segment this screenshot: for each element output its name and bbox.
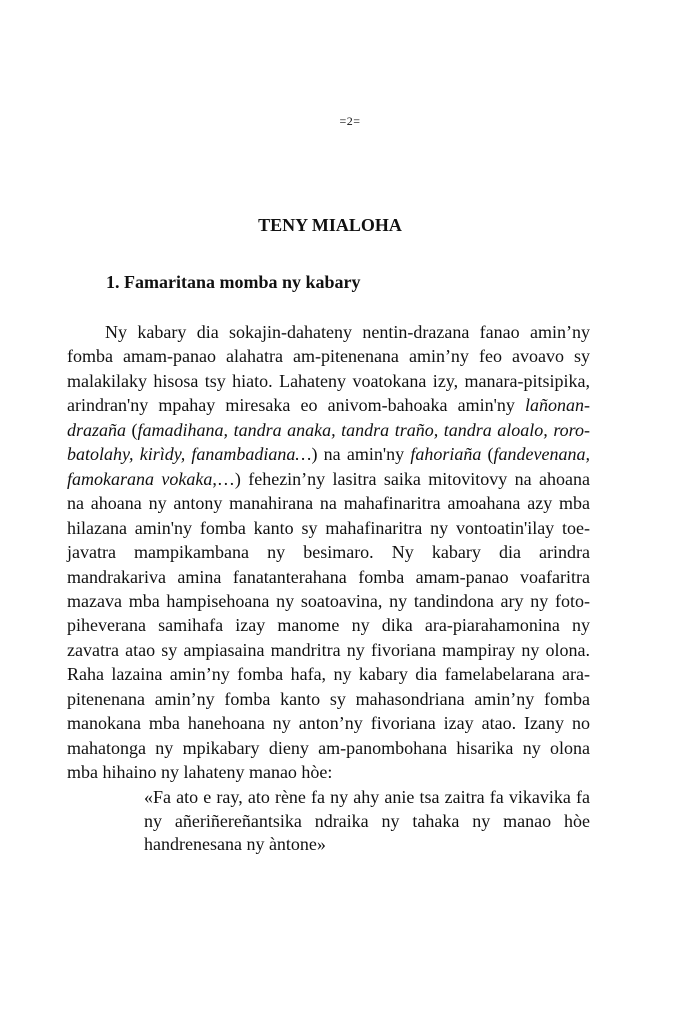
paragraph-text: ,…) fehezin’ny lasitra saika mitovitovy na ahoana na ahoana ny antony manahirana na mahafinaritra amoahana azy mba hilazana amin'ny fomba kanto sy mahafinaritra ny vontoatin'ilay toe-javatra mampikambana ny besimaro. Ny kabary dia arindra mandrakariva amina fanatanterahana fomba amam-panao voafaritra mazava mba hampisehoana ny soatoavina, ny tandindona ary ny foto-piheverana samihafa izay manome ny dika ara-piarahamonina ny zavatra atao sy ampiasaina mandritra ny fivoriana mampiray ny olona. Raha lazaina amin’ny fomba hafa, ny kabary dia famelabelarana ara-pitenenana amin’ny fomba kanto sy mahasondriana amin’ny fomba manokana mba hanehoana ny anton’ny fivoriana izay atao. Izany no mahatonga ny mpikabary dieny am-panombohana hisarika ny olona mba hihaino ny lahateny manao hòe: [67, 468, 590, 783]
paragraph-text: ( [126, 419, 138, 440]
paragraph-italic-text: fandevenana, famokarana vokaka [67, 444, 591, 489]
body-paragraph [67, 320, 590, 785]
paragraph-text: ( [481, 444, 494, 465]
chapter-title: TENY MIALOHA [258, 215, 402, 235]
paragraph-italic-text: fahoriaña [410, 444, 482, 465]
paragraph-text: Ny kabary dia sokajin-dahateny nentin-drazana fanao amin’ny fomba amam-panao alahatra am-pitenenana amin’ny feo avoavo sy malakilaky hisosa tsy hiato. Lahateny voatokana izy, manara-pitsipika, arindran'ny mpahay miresaka eo anivom-bahoaka amin'ny [67, 322, 590, 416]
block-quote: «Fa ato e ray, ato rène fa ny ahy anie tsa zaitra fa vikavika fa ny añeriñereñantsika ndraika ny tahaka ny manao hòe handrenesana ny àntone» [144, 787, 590, 854]
paragraph-italic-text: lañonan-drazaña [67, 395, 590, 440]
paragraph-text: ) na amin'ny [311, 444, 411, 465]
page-number: =2= [339, 114, 361, 128]
paragraph-italic-text: famadihana, tandra anaka, tandra traño, tandra aloalo, roro-batolahy, kirìdy, fanambadiana… [67, 419, 590, 465]
section-heading: 1. Famaritana momba ny kabary [106, 272, 361, 292]
